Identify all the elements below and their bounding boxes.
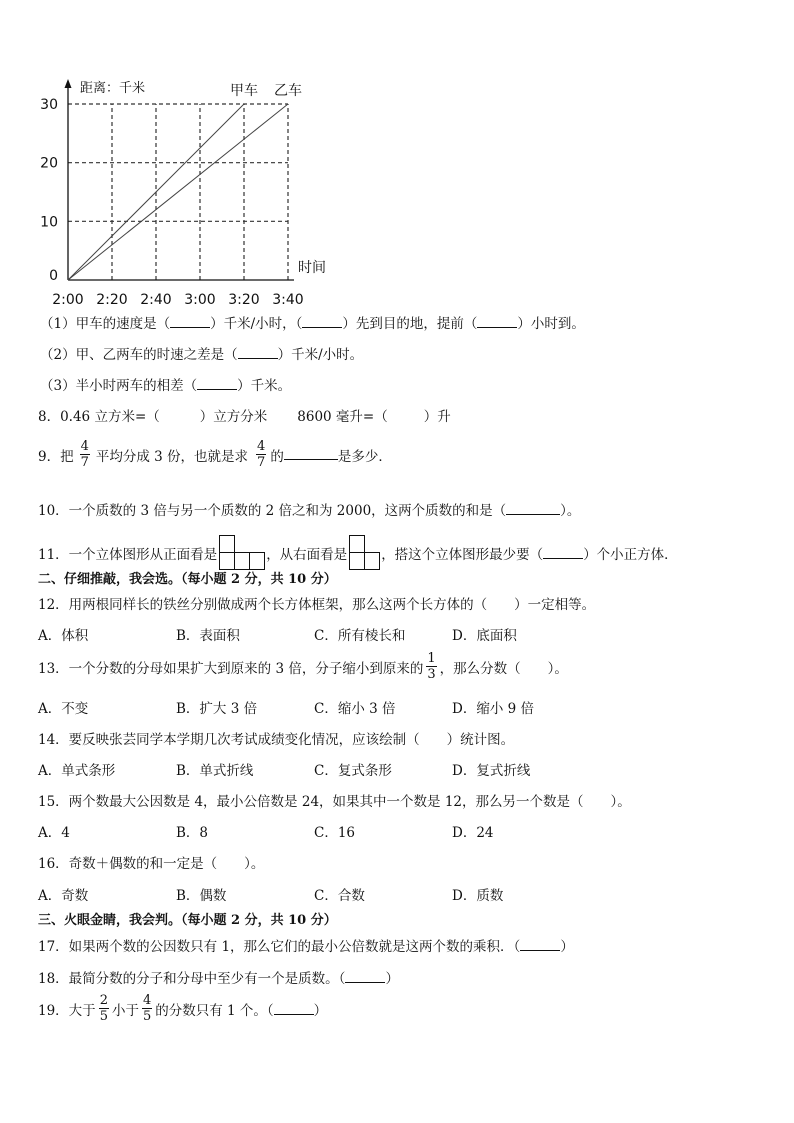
q13-option-c[interactable]: C．缩小 3 倍 — [314, 701, 396, 717]
question-17: 17．如果两个数的公因数只有 1，那么它们的最小公倍数就是这两个数的乘积．（ ） — [38, 939, 574, 955]
q13-option-a[interactable]: A．不变 — [38, 701, 89, 717]
x-tick-label: 2:20 — [96, 292, 128, 308]
x-tick-label: 3:20 — [228, 292, 260, 308]
q12-option-c[interactable]: C．所有棱长和 — [314, 628, 406, 644]
y-axis-label: 距离：千米 — [80, 81, 146, 96]
y-tick-label: 30 — [40, 97, 58, 113]
q15-option-c[interactable]: C．16 — [314, 825, 356, 841]
question-12: 12．用两根同样长的铁丝分别做成两个长方体框架，那么这两个长方体的（ ）一定相等。 — [38, 597, 596, 613]
series-label-2: 乙车 — [274, 83, 302, 99]
q13-option-b[interactable]: B．扩大 3 倍 — [176, 701, 258, 717]
chart-labels — [40, 80, 326, 308]
question-8: 8．0.46 立方米=（ ）立方分米 8600 毫升=（ ）升 — [38, 409, 451, 425]
front-view-figure — [219, 535, 264, 570]
q12-option-d[interactable]: D．底面积 — [452, 628, 517, 644]
q7-part1: （1）甲车的速度是（ ）千米/小时，（ ）先到目的地，提前（ ）小时到。 — [40, 316, 585, 332]
fraction-4-7: $\frac{4}{7}$ — [80, 439, 89, 470]
question-14: 14．要反映张芸同学本学期几次考试成绩变化情况，应该绘制（ ）统计图。 — [38, 732, 515, 748]
series-label-1: 甲车 — [230, 83, 258, 99]
y-tick-label: 20 — [40, 155, 58, 172]
question-10: 10．一个质数的 3 倍与另一个质数的 2 倍之和为 2000，这两个质数的和是（ ）。 — [38, 503, 581, 519]
fraction-4-7: $\frac{4}{7}$ — [257, 439, 266, 470]
answer-blank[interactable] — [506, 514, 560, 515]
q14-option-b[interactable]: B．单式折线 — [176, 763, 254, 779]
q14-option-a[interactable]: A．单式条形 — [38, 763, 116, 779]
series-line-2 — [68, 104, 288, 280]
section-2-heading: 二、仔细推敲，我会选。（每小题 2 分，共 10 分） — [38, 572, 337, 587]
question-19: 19．大于 $\frac{2}{5}$ 小于 $\frac{4}{5}$ 的分数只有 1 个。（ ） — [38, 993, 328, 1024]
answer-blank[interactable] — [197, 389, 237, 390]
q14-option-c[interactable]: C．复式条形 — [314, 763, 392, 779]
q13-option-d[interactable]: D．缩小 9 倍 — [452, 701, 534, 717]
x-tick-label: 3:00 — [184, 292, 216, 308]
y-tick-label: 10 — [40, 214, 58, 231]
x-tick-label: 2:00 — [52, 292, 84, 308]
chart-axes — [65, 79, 295, 280]
chart-series — [68, 104, 288, 280]
q16-option-d[interactable]: D．质数 — [452, 888, 504, 904]
answer-blank[interactable] — [274, 1014, 314, 1015]
answer-blank[interactable] — [170, 327, 210, 328]
fraction-2-5: $\frac{2}{5}$ — [99, 993, 108, 1024]
answer-blank[interactable] — [238, 358, 278, 359]
q15-option-b[interactable]: B．8 — [176, 825, 209, 841]
fraction-4-5: $\frac{4}{5}$ — [142, 993, 152, 1024]
q12-option-a[interactable]: A．体积 — [38, 628, 89, 644]
y-axis-arrow — [65, 79, 72, 88]
q14-option-d[interactable]: D．复式折线 — [452, 763, 531, 779]
question-13: 13．一个分数的分母如果扩大到原来的 3 倍，分子缩小到原来的 $\frac{1}{3}$ ，那么分数（ ）。 — [38, 651, 568, 682]
q12-option-b[interactable]: B．表面积 — [176, 628, 240, 644]
q7-part2: （2）甲、乙两车的时速之差是（ ）千米/小时。 — [40, 347, 364, 363]
q16-option-a[interactable]: A．奇数 — [38, 888, 89, 904]
question-9: 9．把 $\frac{4}{7}$ 平均分成 3 份，也就是求 $\frac{4}{7}$ 的 是多少． — [38, 439, 392, 470]
q16-option-c[interactable]: C．合数 — [314, 888, 365, 904]
fraction-1-3: $\frac{1}{3}$ — [427, 651, 436, 682]
question-18: 18．最简分数的分子和分母中至少有一个是质数。（ ） — [38, 971, 399, 987]
answer-blank[interactable] — [477, 327, 517, 328]
x-tick-label: 2:40 — [140, 292, 172, 308]
right-view-figure — [349, 535, 379, 570]
question-16: 16．奇数＋偶数的和一定是（ ）。 — [38, 856, 265, 872]
question-15: 15．两个数最大公因数是 4，最小公倍数是 24，如果其中一个数是 12，那么另一个数是（ ）。 — [38, 794, 631, 810]
q16-option-b[interactable]: B．偶数 — [176, 888, 227, 904]
answer-blank[interactable] — [302, 327, 342, 328]
x-tick-label: 3:40 — [272, 292, 304, 308]
question-11: 11．一个立体图形从正面看是 ，从右面看是 ，搭这个立体图形最少要（ ）个小正方体． — [38, 535, 678, 570]
y-tick-label: 0 — [49, 268, 58, 284]
answer-blank[interactable] — [543, 558, 583, 559]
answer-blank[interactable] — [345, 982, 385, 983]
answer-blank[interactable] — [284, 459, 338, 460]
q7-part3: （3）半小时两车的相差（ ）千米。 — [40, 378, 292, 394]
q15-option-d[interactable]: D．24 — [452, 825, 494, 841]
q15-option-a[interactable]: A．4 — [38, 825, 70, 841]
x-axis-label: 时间 — [298, 260, 326, 276]
answer-blank[interactable] — [520, 950, 560, 951]
distance-time-chart — [30, 72, 330, 312]
section-3-heading: 三、火眼金睛，我会判。（每小题 2 分，共 10 分） — [38, 913, 337, 928]
